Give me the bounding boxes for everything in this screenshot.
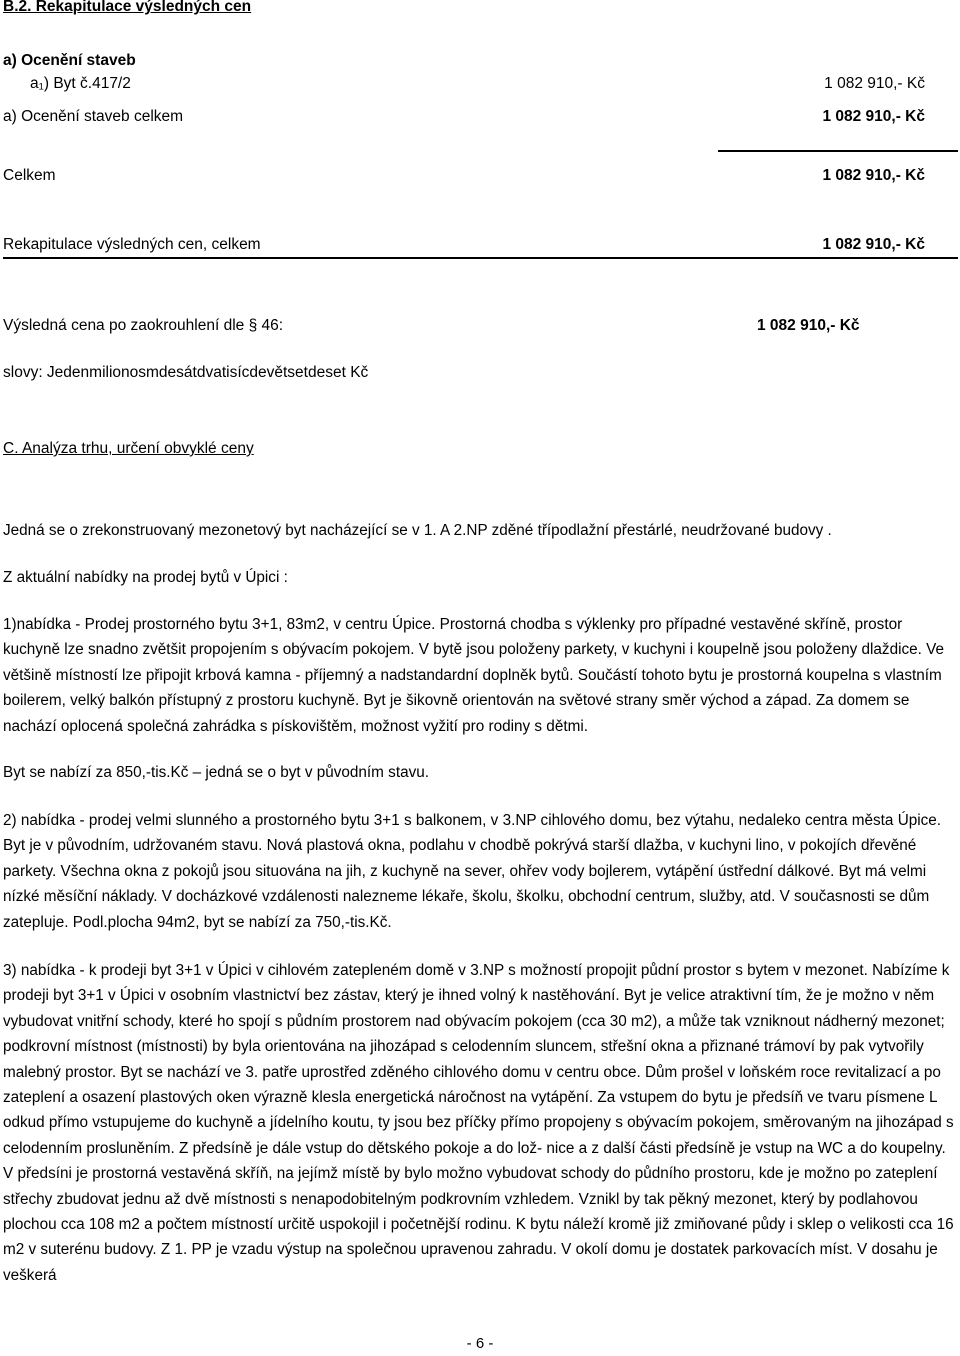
total-label: Celkem [3,167,56,184]
valuation-total-label: a) Ocenění staveb celkem [3,108,184,125]
offer-3-text: 3) nabídka - k prodeji byt 3+1 v Úpici v cihlovém zatepleném domě v 3.NP s možností propojit půdní prostor s bytem v mezonet. Nabízíme k prodeji byt 3+1 v Úpici v osobním vlastnictví bez zástav, který je ihned volný k nastěhování. Byt je velice atraktivní tím, že je možno v něm vybudovat vnitřní schody, které ho spojí s půdním prostorem nad obývacím pokojem (cca 30 m2), a může tak vzniknout nádherný mezonet; podkrovní místnost (místnosti) by byla orientována na jihozápad s celodenním sluncem, střešní okna a přiznané trámoví by pak vytvořily malebný prostor. Byt se nachází ve 3. patře uprostřed zděného cihlového domu v centru obce. Dům prošel v loňském roce revitalizací a po zateplení a osazení plastových oken výrazně klesla energetická náročnost na vytápění. Za vstupem do bytu je předsíň ve tvaru písmene L odkud přímo vstupujeme do kuchyně a jídelního koutu, ty jsou bez příčky přímo propojeny s obývacím pokojem, směrovaným na jihozápad s celodenním prosluněním. Z předsíně je dále vstup do dětského pokoje a do lož- nice a z další části předsíně je vstup na WC a do koupelny. V předsíni je prostorná vestavěná skříň, na jejímž místě by bylo možno vybudovat schody do půdního prostoru, kde je možno po zateplení střechy zbudovat jednu až dvě místnosti s nenapodobitelným podkrovním vzhledem. Vznikl by tak pěkný mezonet, který by podlahovou plochou cca 108 m2 a počtem místností určitě uspokojil i početnější rodinu. K bytu náleží kromě již zmiňované půdy i sklep o velikosti cca 16 m2 v suterénu budovy. Z 1. PP je vzadu výstup na společnou upravenou zahradu. V okolí domu je dostatek parkovacích míst. V dosahu je veškerá [3,962,954,1284]
offer-2-text: 2) nabídka - prodej velmi slunného a prostorného bytu 3+1 s balkonem, v 3.NP cihlového domu, bez výtahu, nedaleko centra města Úpice. Byt je v původním, udržovaném stavu. Nová plastová okna, podlahu v chodbě pokrývá starší dlažba, v kuchyni lino, v pokojích dřevěné parkety. Všechna okna z pokojů jsou situována na jih, z kuchyně na sever, ohřev vody bojlerem, vytápění ústřední dálkové. Byt má velmi nízké měsíční náklady. V docházkové vzdálenosti nalezneme lékaře, školu, školku, obchodní centrum, služby, atd. V současnosti se dům zatepluje. Podl.plocha 94m2, byt se nabízí za 750,-tis.Kč. [3,812,942,931]
offers-intro: Z aktuální nabídky na prodej bytů v Úpici : [3,569,288,586]
offer-1-text: 1)nabídka - Prodej prostorného bytu 3+1, 83m2, v centru Úpice. Prostorná chodba s výklenky pro případné vestavěné skříně, prostor kuchyně lze snadno zvětšit propojením s obývacím pokojem. V bytě jsou položeny parkety, v kuchyni i koupelně jsou položeny dlaždice. Ve většině místností lze připojit krbová kamna - příjemný a nadstandardní doplněk bytů. Součástí tohoto bytu je prostorná koupelna s vlastním boilerem, velký balkón přístupný z prostoru kuchyně. Byt je šikovně orientován na světové strany směr východ a západ. Za domem se nachází oplocená společná zahrádka s pískovištěm, možnost vyžití pro rodiny s dětmi. [3,616,944,735]
offer-1 [3,612,957,739]
total-value: 1 082 910,- Kč [822,167,925,184]
offer-1-price: Byt se nabízí za 850,-tis.Kč – jedná se o byt v původním stavu. [3,764,429,781]
recap-rule [3,257,958,259]
item-a1-value: 1 082 910,- Kč [824,75,925,92]
valuation-heading: a) Ocenění staveb [3,52,136,69]
offer-3 [3,958,957,1288]
market-analysis-heading: C. Analýza trhu, určení obvyklé ceny [3,440,254,457]
recap-total-value: 1 082 910,- Kč [822,236,925,253]
intro-text: Jedná se o zrekonstruovaný mezonetový byt nacházející se v 1. A 2.NP zděné třípodlažní přestárlé, neudržované budovy . [3,522,832,539]
item-a1-label: a₁) Byt č.417/2 [30,75,131,92]
price-in-words: slovy: Jedenmilionosmdesátdvatisícdevětsetdeset Kč [3,364,369,381]
page-number: - 6 - [466,1335,494,1352]
final-price-value: 1 082 910,- Kč [757,317,860,334]
recap-total-label: Rekapitulace výsledných cen, celkem [3,236,261,253]
valuation-total-value: 1 082 910,- Kč [822,108,925,125]
offer-2 [3,808,957,935]
final-price-label: Výsledná cena po zaokrouhlení dle § 46: [3,317,284,334]
section-heading: B.2. Rekapitulace výsledných cen [3,0,252,15]
sum-rule [718,150,958,152]
